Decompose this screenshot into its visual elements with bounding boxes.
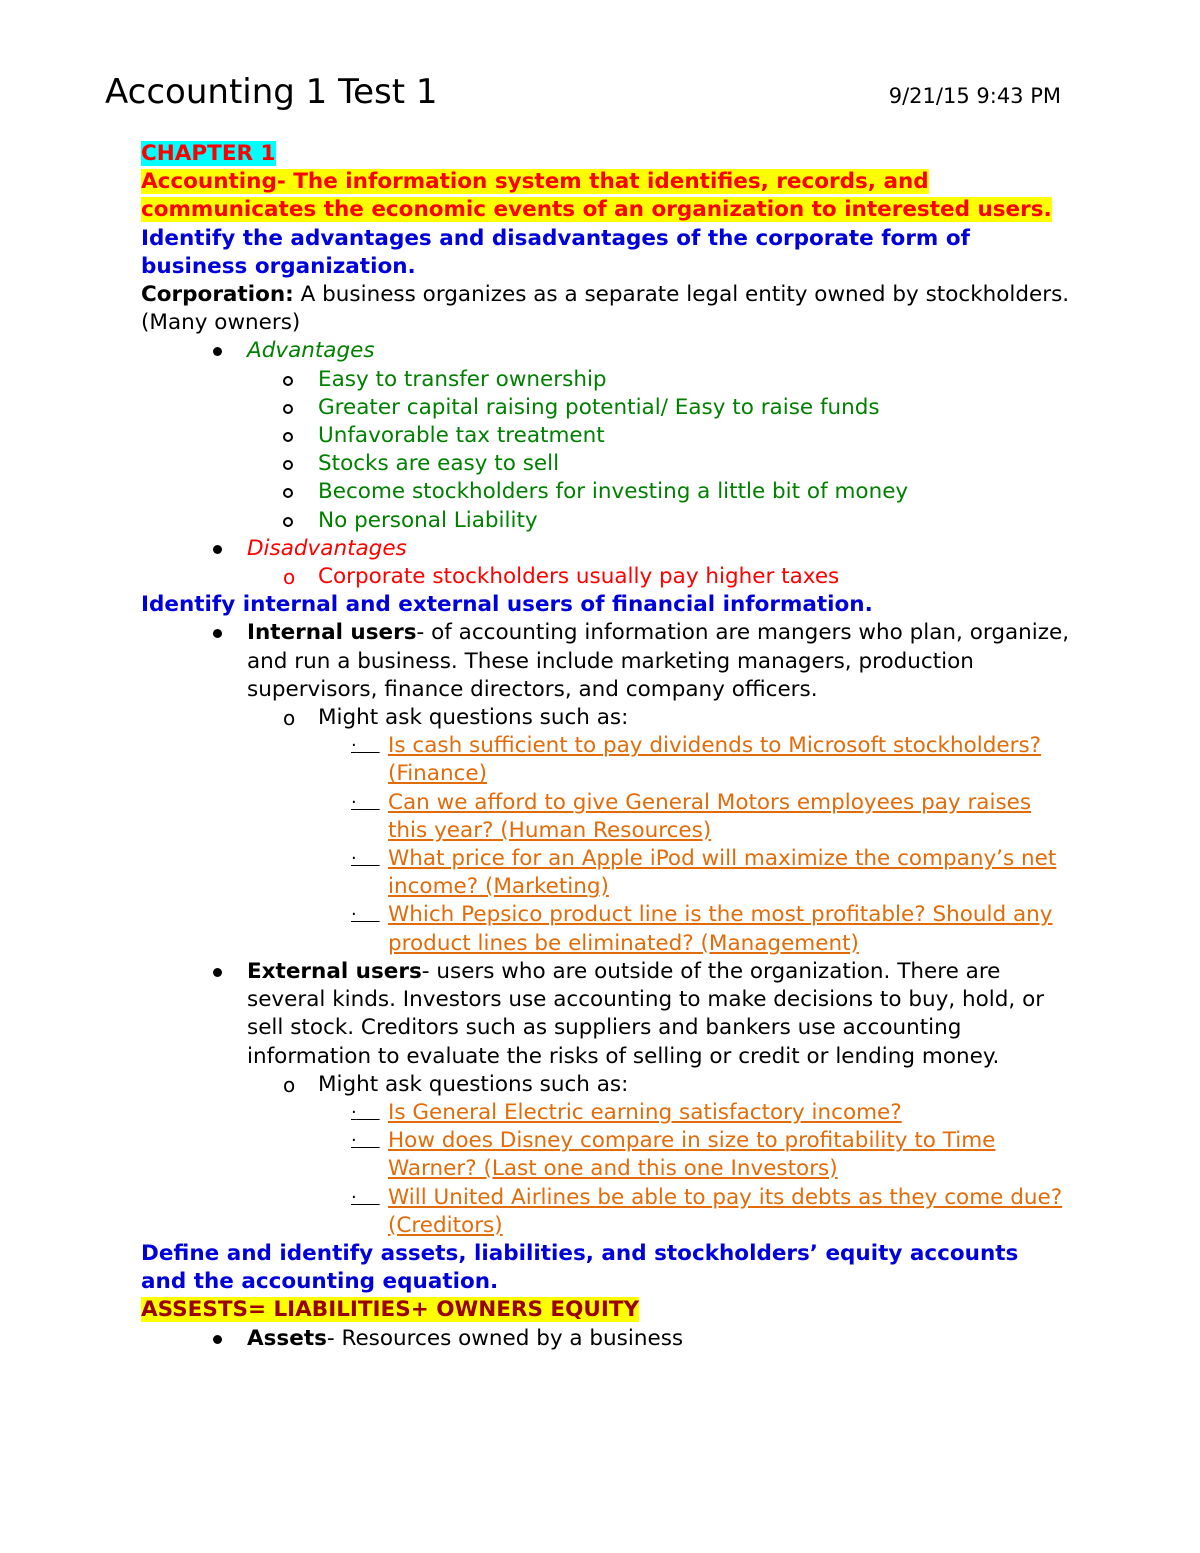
bullet-icon xyxy=(213,545,222,554)
document-header xyxy=(105,72,1065,122)
corporation-list xyxy=(141,337,1071,591)
question-item: · How does Disney compare in size to profitability to Time Warner? (Last one and this one Investors) xyxy=(351,1128,996,1182)
list-item: Unfavorable tax treatment xyxy=(141,422,1071,450)
internal-users-item: Internal users- of accounting information are mangers who plan, organize, and run a business. These include marketing managers, production supervisors, finance directors, and company officers. xyxy=(141,619,1071,704)
chapter-heading: CHAPTER 1 xyxy=(141,141,276,166)
o-bullet-icon: o xyxy=(283,1072,296,1097)
list-item: o Might ask questions such as: xyxy=(283,1071,629,1097)
corporation-term: Corporation: xyxy=(141,282,294,308)
list-item: Stocks are easy to sell xyxy=(141,450,1071,478)
corporation-definition xyxy=(141,281,1071,337)
bullet-icon xyxy=(213,968,222,977)
bullet-icon xyxy=(213,629,222,638)
accounting-equation: ASSESTS= LIABILITIES+ OWNERS EQUITY xyxy=(141,1297,640,1323)
list-item: No personal Liability xyxy=(141,507,1071,535)
middot-bullet-icon: · xyxy=(351,791,357,813)
objective-3: Define and identify assets, liabilities, and stockholders’ equity accounts and the accounting equation. xyxy=(141,1240,1019,1295)
question-item: · Is cash sufficient to pay dividends to Microsoft stockholders? (Finance) xyxy=(351,733,1042,787)
middot-bullet-icon: · xyxy=(351,1186,357,1208)
list-item: o Might ask questions such as: xyxy=(283,705,629,731)
accounting-definition: Accounting- The information system that identifies, records, and communicates the economic events of an organization to interested users. xyxy=(141,169,1052,223)
middot-bullet-icon: · xyxy=(351,735,357,757)
ring-bullet-icon xyxy=(283,517,293,527)
list-item: Become stockholders for investing a little bit of money xyxy=(141,478,1071,506)
objective-1: Identify the advantages and disadvantages of the corporate form of business organization. xyxy=(141,225,970,279)
ring-bullet-icon xyxy=(283,404,293,414)
disadvantages-label: Disadvantages xyxy=(247,535,407,561)
users-list xyxy=(141,619,1071,1239)
ring-bullet-icon xyxy=(283,488,293,498)
o-bullet-icon: o xyxy=(283,565,296,590)
middot-bullet-icon: · xyxy=(351,1130,357,1152)
timestamp: 9/21/15 9:43 PM xyxy=(888,84,1061,108)
list-item: o Corporate stockholders usually pay higher taxes xyxy=(283,564,840,590)
question-item: · Can we afford to give General Motors employees pay raises this year? (Human Resources) xyxy=(351,789,1032,843)
external-users-item: External users- users who are outside of the organization. There are several kinds. Investors use accounting to make decisions to buy, hold, or sell stock. Creditors such as suppliers and bankers use accounting information to evaluate the risks of selling or credit or lending money. xyxy=(141,958,1071,1071)
list-item: Easy to transfer ownership xyxy=(141,366,1071,394)
objective-2: Identify internal and external users of financial information. xyxy=(141,592,873,618)
assets-item: Assets- Resources owned by a business xyxy=(141,1325,1071,1353)
list-item xyxy=(141,337,1071,365)
bullet-icon xyxy=(213,1335,222,1344)
list-item: Greater capital raising potential/ Easy to raise funds xyxy=(141,394,1071,422)
ring-bullet-icon xyxy=(283,376,293,386)
corporation-text: A business organizes as a separate legal entity owned by stockholders. (Many owners) xyxy=(141,282,1070,336)
ring-bullet-icon xyxy=(283,432,293,442)
notes-body xyxy=(141,140,1071,1353)
assets-list xyxy=(141,1325,1071,1353)
middot-bullet-icon: · xyxy=(351,1101,357,1123)
bullet-icon xyxy=(213,347,222,356)
question-item: · Will United Airlines be able to pay its debts as they come due? (Creditors) xyxy=(351,1184,1063,1238)
middot-bullet-icon: · xyxy=(351,904,357,926)
question-item: · What price for an Apple iPod will maximize the company’s net income? (Marketing) xyxy=(351,846,1057,900)
advantages-label: Advantages xyxy=(247,338,375,364)
document-title: Accounting 1 Test 1 xyxy=(105,72,438,112)
question-item: · Which Pepsico product line is the most profitable? Should any product lines be eliminated? (Management) xyxy=(351,902,1053,956)
middot-bullet-icon: · xyxy=(351,848,357,870)
ring-bullet-icon xyxy=(283,460,293,470)
o-bullet-icon: o xyxy=(283,706,296,731)
question-item: · Is General Electric earning satisfactory income? xyxy=(141,1099,1071,1127)
list-item xyxy=(141,535,1071,563)
